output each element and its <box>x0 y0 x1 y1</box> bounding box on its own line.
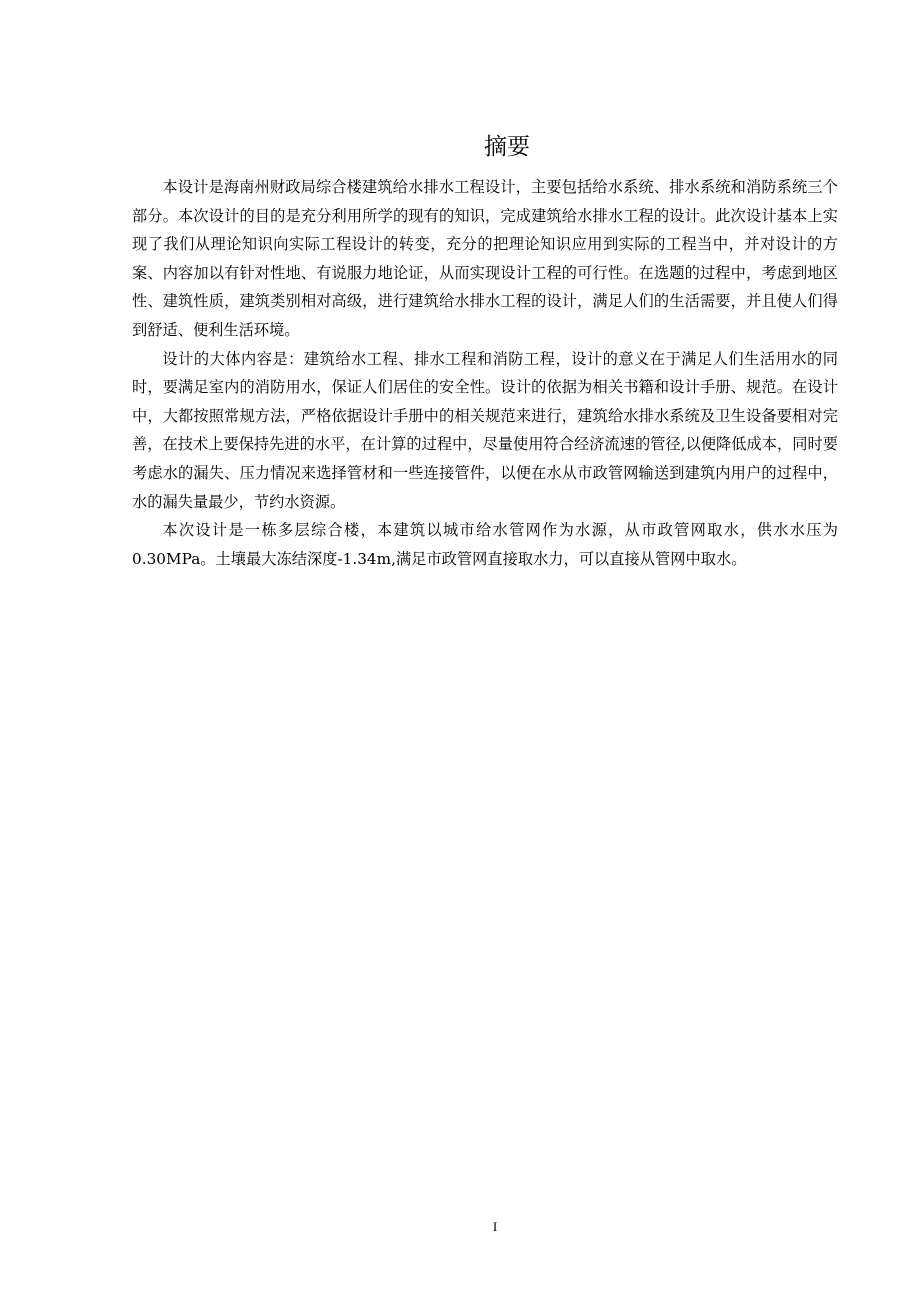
abstract-paragraph-3: 本次设计是一栋多层综合楼，本建筑以城市给水管网作为水源，从市政管网取水，供水水压为0.30MPa。土壤最大冻结深度-1.34m,满足市政管网直接取水力，可以直接从管网中取水。 <box>132 521 838 568</box>
abstract-paragraph-2: 设计的大体内容是：建筑给水工程、排水工程和消防工程，设计的意义在于满足人们生活用水的同时，要满足室内的消防用水，保证人们居住的安全性。设计的依据为相关书籍和设计手册、规范。在设计中，大都按照常规方法，严格依据设计手册中的相关规范来进行，建筑给水排水系统及卫生设备要相对完善，在技术上要保持先进的水平，在计算的过程中，尽量使用符合经济流速的管径,以便降低成本，同时要考虑水的漏失、压力情况来选择管材和一些连接管件，以便在水从市政管网输送到建筑内用户的过程中，水的漏失量最少，节约水资源。 <box>132 349 838 511</box>
abstract-paragraph-1: 本设计是海南州财政局综合楼建筑给水排水工程设计，主要包括给水系统、排水系统和消防系统三个部分。本次设计的目的是充分利用所学的现有的知识，完成建筑给水排水工程的设计。此次设计基本上实现了我们从理论知识向实际工程设计的转变，充分的把理论知识应用到实际的工程当中，并对设计的方案、内容加以有针对性地、有说服力地论证，从而实现设计工程的可行性。在选题的过程中，考虑到地区性、建筑性质，建筑类别相对高级，进行建筑给水排水工程的设计，满足人们的生活需要，并且使人们得到舒适、便利生活环境。 <box>132 178 838 339</box>
abstract-body <box>132 173 838 573</box>
abstract-title: 摘要 <box>484 134 530 160</box>
page-number: I <box>492 1219 498 1234</box>
